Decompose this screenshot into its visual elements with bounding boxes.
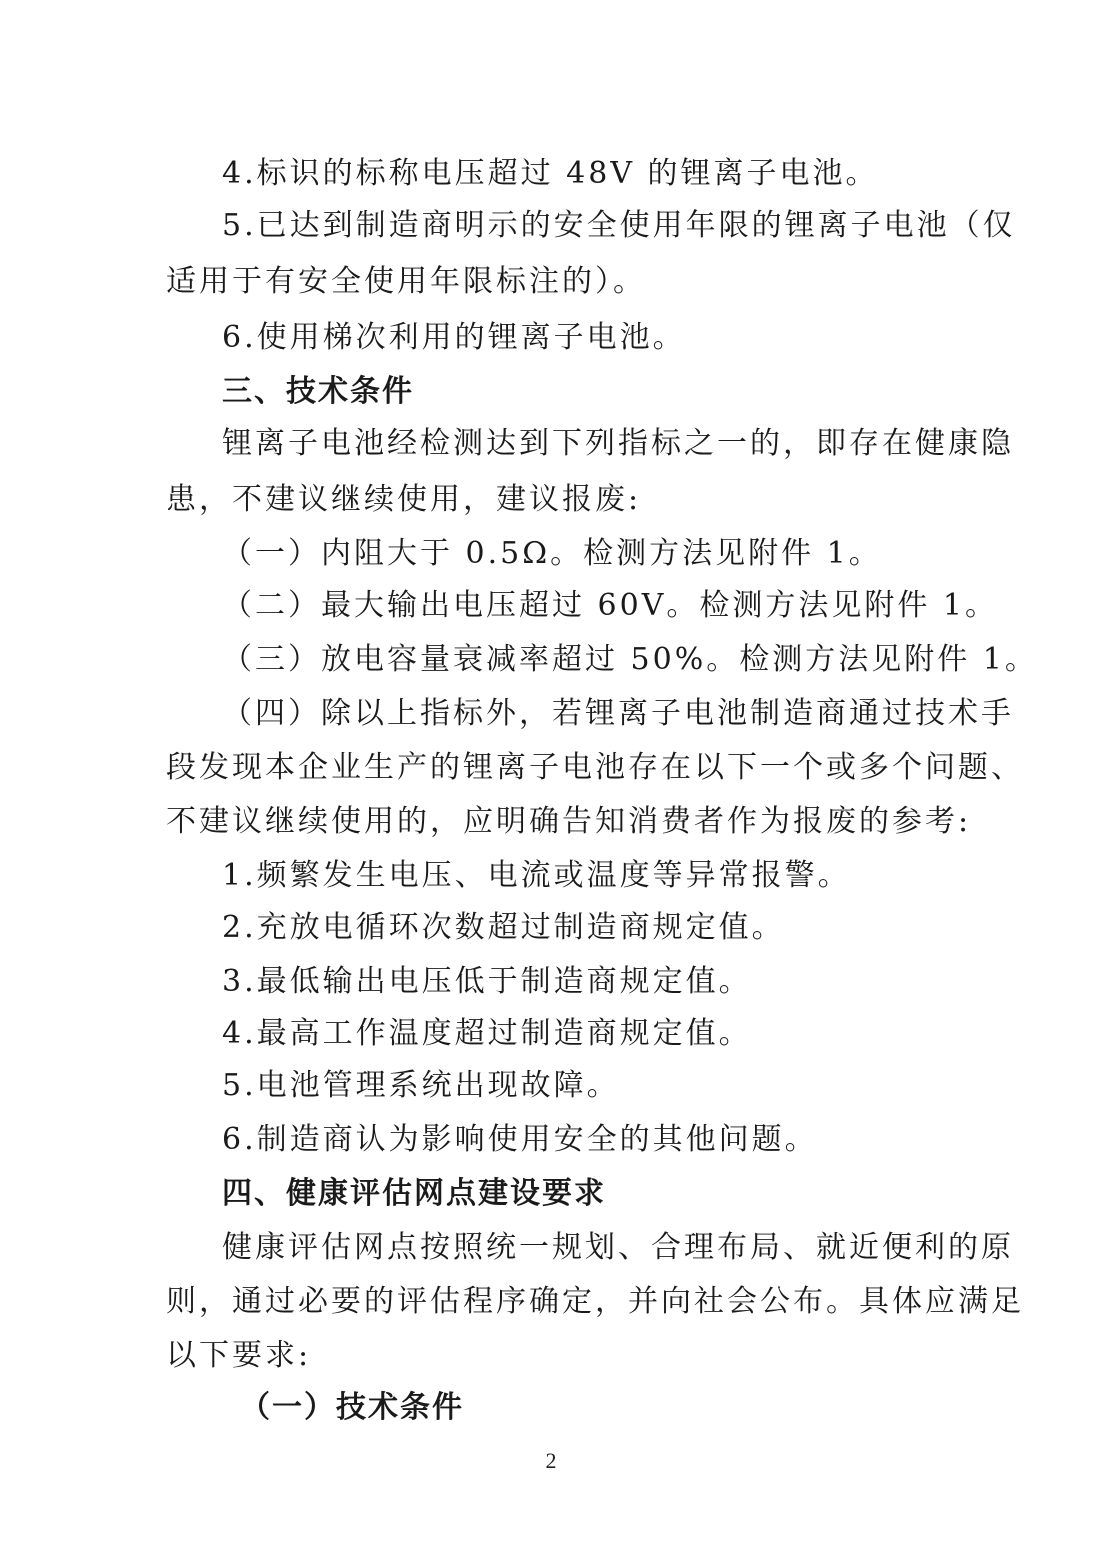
paragraph-assessment-sites-continued-2: 以下要求:	[166, 1338, 312, 1373]
page-number: 2	[545, 1448, 557, 1473]
issue-item-abnormal-alarm: 1.频繁发生电压、电流或温度等异常报警。	[222, 858, 851, 893]
list-item-5-service-life: 5.已达到制造商明示的安全使用年限的锂离子电池（仅	[222, 208, 1016, 243]
criterion-manufacturer-findings-continued: 段发现本企业生产的锂离子电池存在以下一个或多个问题、	[166, 750, 1024, 785]
paragraph-hazard-intro: 锂离子电池经检测达到下列指标之一的，即存在健康隐	[222, 426, 1014, 461]
criterion-manufacturer-findings: （四）除以上指标外，若锂离子电池制造商通过技术手	[222, 696, 1014, 731]
list-item-5-continued: 适用于有安全使用年限标注的）。	[166, 264, 646, 299]
paragraph-assessment-sites-continued: 则，通过必要的评估程序确定，并向社会公布。具体应满足	[166, 1284, 1024, 1319]
paragraph-assessment-sites: 健康评估网点按照统一规划、合理布局、就近便利的原	[222, 1230, 1014, 1265]
paragraph-hazard-intro-continued: 患，不建议继续使用，建议报废:	[166, 482, 642, 517]
criterion-capacity-fade: （三）放电容量衰减率超过 50%。检测方法见附件 1。	[222, 642, 1038, 677]
criterion-manufacturer-findings-continued-2: 不建议继续使用的，应明确告知消费者作为报废的参考:	[166, 804, 972, 839]
list-item-4-voltage: 4.标识的标称电压超过 48V 的锂离子电池。	[222, 156, 879, 191]
issue-item-other-safety: 6.制造商认为影响使用安全的其他问题。	[222, 1122, 818, 1157]
list-item-6-secondary-use: 6.使用梯次利用的锂离子电池。	[222, 320, 686, 355]
issue-item-bms-failure: 5.电池管理系统出现故障。	[222, 1068, 620, 1103]
criterion-internal-resistance: （一）内阻大于 0.5Ω。检测方法见附件 1。	[222, 536, 882, 571]
section-heading-assessment-sites: 四、健康评估网点建设要求	[222, 1176, 606, 1211]
issue-item-cycle-count: 2.充放电循环次数超过制造商规定值。	[222, 910, 785, 945]
issue-item-max-temperature: 4.最高工作温度超过制造商规定值。	[222, 1016, 752, 1051]
section-heading-technical-conditions: 三、技术条件	[222, 374, 414, 409]
issue-item-min-voltage: 3.最低输出电压低于制造商规定值。	[222, 964, 752, 999]
criterion-max-output-voltage: （二）最大输出电压超过 60V。检测方法见附件 1。	[222, 588, 998, 623]
subsection-heading-technical-conditions: （一）技术条件	[240, 1390, 464, 1425]
